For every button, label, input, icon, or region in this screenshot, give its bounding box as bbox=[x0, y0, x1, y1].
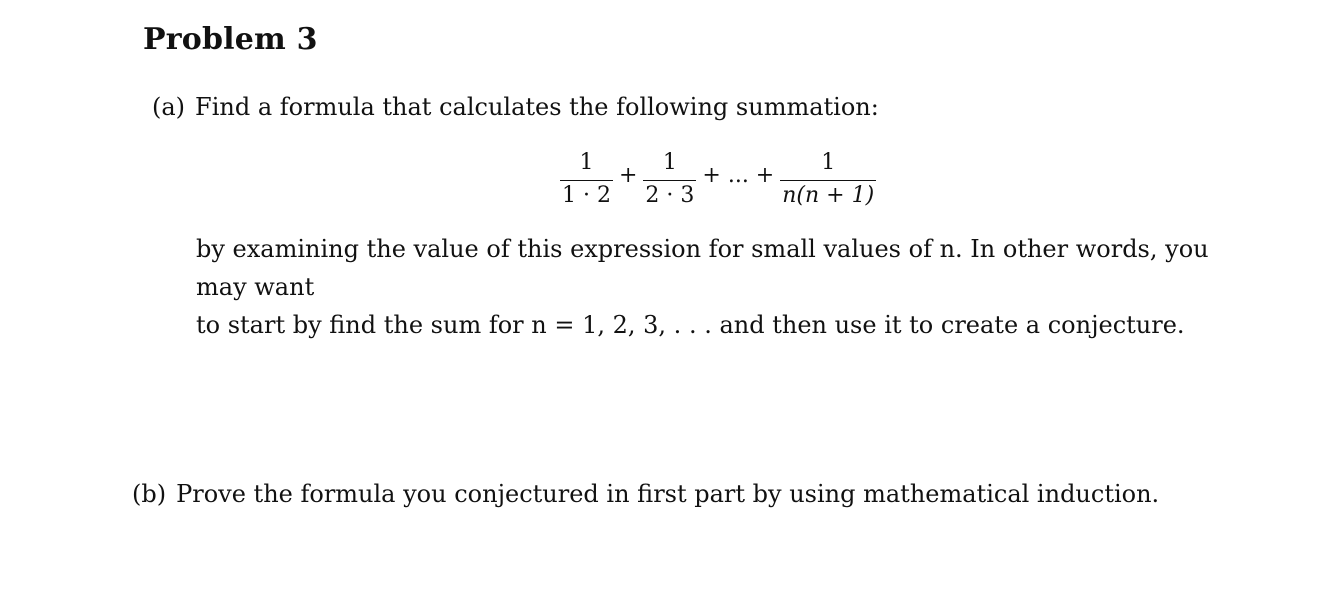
fraction-term-n-numerator: 1 bbox=[821, 149, 836, 175]
fraction-term-1 bbox=[560, 150, 613, 209]
part-b-label: (b) bbox=[132, 480, 167, 508]
part-b-text: Prove the formula you conjectured in first part by using mathematical induction. bbox=[176, 480, 1160, 508]
part-a-label: (a) bbox=[152, 93, 186, 121]
ellipsis-operator: + ... + bbox=[702, 162, 775, 188]
part-a bbox=[152, 88, 879, 126]
part-a-line-2: to start by find the sum for n = 1, 2, 3, . . . and then use it to create a conjecture. bbox=[196, 311, 1185, 339]
fraction-term-2-numerator: 1 bbox=[662, 149, 677, 175]
fraction-term-n bbox=[780, 150, 876, 209]
fraction-term-2-denominator: 2 · 3 bbox=[643, 180, 696, 209]
part-a-prompt: Find a formula that calculates the following summation: bbox=[195, 93, 879, 121]
summation-equation bbox=[560, 146, 876, 212]
problem-title: Problem 3 bbox=[143, 22, 318, 57]
fraction-term-1-denominator: 1 · 2 bbox=[560, 180, 613, 209]
fraction-term-n-denominator: n(n + 1) bbox=[780, 180, 876, 209]
part-a-continuation bbox=[196, 230, 1256, 344]
part-b bbox=[132, 475, 1159, 513]
fraction-term-1-numerator: 1 bbox=[579, 149, 594, 175]
fraction-term-2 bbox=[643, 150, 696, 209]
part-a-line-1: by examining the value of this expression for small values of n. In other words, you may want bbox=[196, 235, 1209, 301]
plus-operator: + bbox=[618, 162, 638, 188]
